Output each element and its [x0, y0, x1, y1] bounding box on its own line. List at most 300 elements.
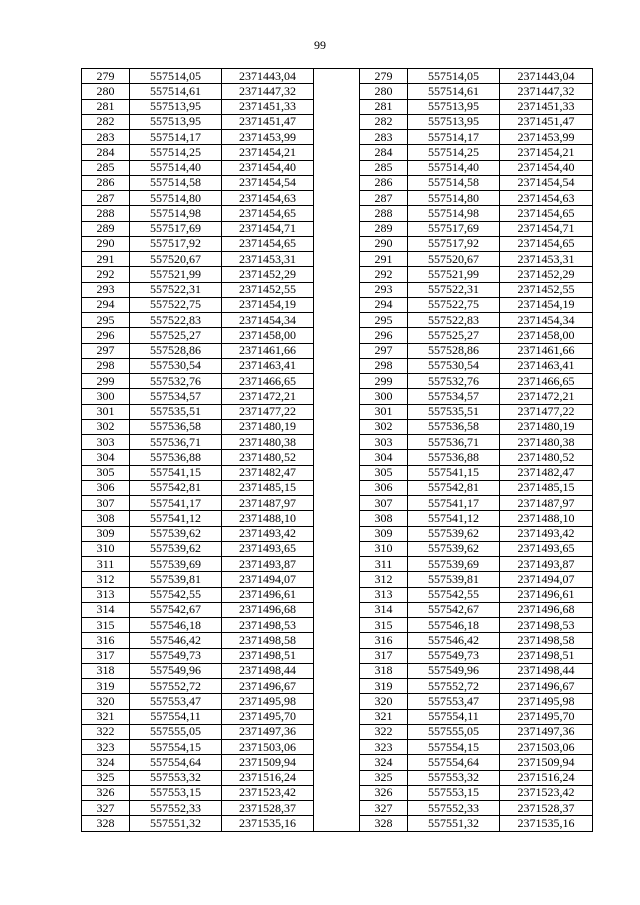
right-y-coordinate-cell: 2371496,67 [500, 679, 593, 694]
table-row [82, 160, 593, 175]
right-x-coordinate-cell: 557532,76 [408, 374, 500, 389]
left-x-coordinate-cell: 557536,71 [130, 435, 222, 450]
left-y-coordinate-cell: 2371496,61 [222, 587, 314, 602]
right-x-coordinate-cell: 557552,72 [408, 679, 500, 694]
right-y-coordinate-cell: 2371454,40 [500, 160, 593, 175]
table-row [82, 175, 593, 190]
left-y-coordinate-cell: 2371453,99 [222, 130, 314, 145]
right-x-coordinate-cell: 557521,99 [408, 267, 500, 282]
column-gap [314, 374, 360, 389]
right-x-coordinate-cell: 557522,83 [408, 313, 500, 328]
table-row [82, 343, 593, 358]
coordinates-table [81, 68, 593, 832]
right-point-number-cell: 300 [360, 389, 408, 404]
left-y-coordinate-cell: 2371493,87 [222, 557, 314, 572]
left-x-coordinate-cell: 557546,18 [130, 618, 222, 633]
right-y-coordinate-cell: 2371535,16 [500, 816, 593, 831]
right-y-coordinate-cell: 2371498,58 [500, 633, 593, 648]
left-point-number-cell: 301 [82, 404, 130, 419]
left-point-number-cell: 322 [82, 724, 130, 739]
right-point-number-cell: 318 [360, 663, 408, 678]
table-row [82, 541, 593, 556]
left-x-coordinate-cell: 557517,69 [130, 221, 222, 236]
table-row [82, 297, 593, 312]
left-y-coordinate-cell: 2371496,67 [222, 679, 314, 694]
left-y-coordinate-cell: 2371451,33 [222, 99, 314, 114]
right-x-coordinate-cell: 557554,64 [408, 755, 500, 770]
left-y-coordinate-cell: 2371495,98 [222, 694, 314, 709]
table-row [82, 114, 593, 129]
left-y-coordinate-cell: 2371461,66 [222, 343, 314, 358]
right-point-number-cell: 322 [360, 724, 408, 739]
right-point-number-cell: 326 [360, 785, 408, 800]
table-row [82, 236, 593, 251]
right-point-number-cell: 280 [360, 84, 408, 99]
right-x-coordinate-cell: 557514,25 [408, 145, 500, 160]
left-y-coordinate-cell: 2371480,38 [222, 435, 314, 450]
right-y-coordinate-cell: 2371477,22 [500, 404, 593, 419]
right-point-number-cell: 323 [360, 740, 408, 755]
left-x-coordinate-cell: 557530,54 [130, 358, 222, 373]
column-gap [314, 236, 360, 251]
table-row [82, 740, 593, 755]
column-gap [314, 770, 360, 785]
right-x-coordinate-cell: 557535,51 [408, 404, 500, 419]
left-y-coordinate-cell: 2371488,10 [222, 511, 314, 526]
left-y-coordinate-cell: 2371496,68 [222, 602, 314, 617]
left-y-coordinate-cell: 2371493,65 [222, 541, 314, 556]
right-x-coordinate-cell: 557554,11 [408, 709, 500, 724]
right-point-number-cell: 284 [360, 145, 408, 160]
right-point-number-cell: 316 [360, 633, 408, 648]
right-y-coordinate-cell: 2371494,07 [500, 572, 593, 587]
left-y-coordinate-cell: 2371498,44 [222, 663, 314, 678]
column-gap [314, 755, 360, 770]
left-y-coordinate-cell: 2371528,37 [222, 801, 314, 816]
left-y-coordinate-cell: 2371454,63 [222, 191, 314, 206]
left-x-coordinate-cell: 557539,69 [130, 557, 222, 572]
coordinates-table-body [82, 69, 593, 832]
column-gap [314, 816, 360, 831]
left-x-coordinate-cell: 557525,27 [130, 328, 222, 343]
right-point-number-cell: 314 [360, 602, 408, 617]
right-point-number-cell: 313 [360, 587, 408, 602]
right-x-coordinate-cell: 557549,96 [408, 663, 500, 678]
column-gap [314, 84, 360, 99]
column-gap [314, 297, 360, 312]
right-y-coordinate-cell: 2371487,97 [500, 496, 593, 511]
right-point-number-cell: 283 [360, 130, 408, 145]
right-x-coordinate-cell: 557539,62 [408, 526, 500, 541]
table-row [82, 648, 593, 663]
left-x-coordinate-cell: 557552,33 [130, 801, 222, 816]
table-row [82, 435, 593, 450]
right-y-coordinate-cell: 2371498,51 [500, 648, 593, 663]
right-x-coordinate-cell: 557514,40 [408, 160, 500, 175]
left-y-coordinate-cell: 2371523,42 [222, 785, 314, 800]
left-point-number-cell: 320 [82, 694, 130, 709]
right-point-number-cell: 317 [360, 648, 408, 663]
column-gap [314, 801, 360, 816]
table-row [82, 587, 593, 602]
table-row [82, 191, 593, 206]
left-point-number-cell: 284 [82, 145, 130, 160]
left-x-coordinate-cell: 557521,99 [130, 267, 222, 282]
left-point-number-cell: 281 [82, 99, 130, 114]
left-x-coordinate-cell: 557539,81 [130, 572, 222, 587]
right-x-coordinate-cell: 557513,95 [408, 114, 500, 129]
right-y-coordinate-cell: 2371466,65 [500, 374, 593, 389]
left-x-coordinate-cell: 557517,92 [130, 236, 222, 251]
table-row [82, 679, 593, 694]
left-point-number-cell: 285 [82, 160, 130, 175]
table-row [82, 785, 593, 800]
right-point-number-cell: 308 [360, 511, 408, 526]
right-y-coordinate-cell: 2371480,19 [500, 419, 593, 434]
right-x-coordinate-cell: 557542,81 [408, 480, 500, 495]
table-row [82, 206, 593, 221]
column-gap [314, 313, 360, 328]
left-y-coordinate-cell: 2371509,94 [222, 755, 314, 770]
right-point-number-cell: 296 [360, 328, 408, 343]
left-point-number-cell: 280 [82, 84, 130, 99]
column-gap [314, 663, 360, 678]
right-x-coordinate-cell: 557546,42 [408, 633, 500, 648]
left-point-number-cell: 299 [82, 374, 130, 389]
column-gap [314, 145, 360, 160]
table-row [82, 130, 593, 145]
left-point-number-cell: 311 [82, 557, 130, 572]
left-y-coordinate-cell: 2371482,47 [222, 465, 314, 480]
left-y-coordinate-cell: 2371452,29 [222, 267, 314, 282]
table-row [82, 69, 593, 84]
right-y-coordinate-cell: 2371451,33 [500, 99, 593, 114]
right-y-coordinate-cell: 2371452,29 [500, 267, 593, 282]
right-x-coordinate-cell: 557514,58 [408, 175, 500, 190]
left-x-coordinate-cell: 557514,80 [130, 191, 222, 206]
left-y-coordinate-cell: 2371453,31 [222, 252, 314, 267]
right-x-coordinate-cell: 557549,73 [408, 648, 500, 663]
left-y-coordinate-cell: 2371454,21 [222, 145, 314, 160]
right-x-coordinate-cell: 557546,18 [408, 618, 500, 633]
right-x-coordinate-cell: 557551,32 [408, 816, 500, 831]
column-gap [314, 724, 360, 739]
right-point-number-cell: 311 [360, 557, 408, 572]
left-x-coordinate-cell: 557514,98 [130, 206, 222, 221]
right-x-coordinate-cell: 557513,95 [408, 99, 500, 114]
table-row [82, 465, 593, 480]
left-y-coordinate-cell: 2371480,19 [222, 419, 314, 434]
table-row [82, 84, 593, 99]
left-x-coordinate-cell: 557541,12 [130, 511, 222, 526]
table-row [82, 267, 593, 282]
left-point-number-cell: 318 [82, 663, 130, 678]
left-x-coordinate-cell: 557514,17 [130, 130, 222, 145]
right-point-number-cell: 304 [360, 450, 408, 465]
right-x-coordinate-cell: 557536,88 [408, 450, 500, 465]
right-point-number-cell: 301 [360, 404, 408, 419]
left-x-coordinate-cell: 557513,95 [130, 99, 222, 114]
right-y-coordinate-cell: 2371443,04 [500, 69, 593, 84]
right-y-coordinate-cell: 2371495,70 [500, 709, 593, 724]
right-y-coordinate-cell: 2371451,47 [500, 114, 593, 129]
column-gap [314, 694, 360, 709]
right-point-number-cell: 303 [360, 435, 408, 450]
left-y-coordinate-cell: 2371454,40 [222, 160, 314, 175]
right-y-coordinate-cell: 2371454,34 [500, 313, 593, 328]
left-x-coordinate-cell: 557514,05 [130, 69, 222, 84]
left-point-number-cell: 327 [82, 801, 130, 816]
right-y-coordinate-cell: 2371509,94 [500, 755, 593, 770]
right-point-number-cell: 299 [360, 374, 408, 389]
column-gap [314, 358, 360, 373]
left-y-coordinate-cell: 2371494,07 [222, 572, 314, 587]
right-y-coordinate-cell: 2371453,99 [500, 130, 593, 145]
left-point-number-cell: 314 [82, 602, 130, 617]
table-row [82, 694, 593, 709]
table-row [82, 145, 593, 160]
left-point-number-cell: 291 [82, 252, 130, 267]
left-y-coordinate-cell: 2371487,97 [222, 496, 314, 511]
right-point-number-cell: 287 [360, 191, 408, 206]
left-point-number-cell: 319 [82, 679, 130, 694]
right-y-coordinate-cell: 2371461,66 [500, 343, 593, 358]
right-y-coordinate-cell: 2371458,00 [500, 328, 593, 343]
left-x-coordinate-cell: 557541,17 [130, 496, 222, 511]
right-y-coordinate-cell: 2371488,10 [500, 511, 593, 526]
left-x-coordinate-cell: 557554,64 [130, 755, 222, 770]
table-row [82, 801, 593, 816]
right-point-number-cell: 286 [360, 175, 408, 190]
right-y-coordinate-cell: 2371463,41 [500, 358, 593, 373]
right-point-number-cell: 312 [360, 572, 408, 587]
right-point-number-cell: 307 [360, 496, 408, 511]
left-point-number-cell: 313 [82, 587, 130, 602]
table-row [82, 419, 593, 434]
left-x-coordinate-cell: 557553,32 [130, 770, 222, 785]
left-point-number-cell: 294 [82, 297, 130, 312]
column-gap [314, 282, 360, 297]
left-y-coordinate-cell: 2371454,65 [222, 236, 314, 251]
right-x-coordinate-cell: 557528,86 [408, 343, 500, 358]
right-x-coordinate-cell: 557522,75 [408, 297, 500, 312]
right-x-coordinate-cell: 557539,62 [408, 541, 500, 556]
table-row [82, 389, 593, 404]
right-point-number-cell: 327 [360, 801, 408, 816]
left-x-coordinate-cell: 557542,67 [130, 602, 222, 617]
left-y-coordinate-cell: 2371454,65 [222, 206, 314, 221]
column-gap [314, 541, 360, 556]
column-gap [314, 130, 360, 145]
left-x-coordinate-cell: 557555,05 [130, 724, 222, 739]
table-row [82, 282, 593, 297]
left-point-number-cell: 328 [82, 816, 130, 831]
right-y-coordinate-cell: 2371453,31 [500, 252, 593, 267]
right-x-coordinate-cell: 557542,67 [408, 602, 500, 617]
table-row [82, 99, 593, 114]
table-row [82, 557, 593, 572]
left-y-coordinate-cell: 2371498,53 [222, 618, 314, 633]
left-x-coordinate-cell: 557539,62 [130, 541, 222, 556]
left-x-coordinate-cell: 557549,96 [130, 663, 222, 678]
right-point-number-cell: 293 [360, 282, 408, 297]
left-point-number-cell: 326 [82, 785, 130, 800]
left-point-number-cell: 279 [82, 69, 130, 84]
right-y-coordinate-cell: 2371498,44 [500, 663, 593, 678]
left-y-coordinate-cell: 2371451,47 [222, 114, 314, 129]
right-point-number-cell: 305 [360, 465, 408, 480]
column-gap [314, 69, 360, 84]
column-gap [314, 633, 360, 648]
table-row [82, 328, 593, 343]
right-y-coordinate-cell: 2371454,63 [500, 191, 593, 206]
left-x-coordinate-cell: 557539,62 [130, 526, 222, 541]
left-point-number-cell: 296 [82, 328, 130, 343]
right-point-number-cell: 328 [360, 816, 408, 831]
right-x-coordinate-cell: 557541,12 [408, 511, 500, 526]
right-point-number-cell: 294 [360, 297, 408, 312]
right-x-coordinate-cell: 557514,80 [408, 191, 500, 206]
right-x-coordinate-cell: 557553,47 [408, 694, 500, 709]
right-point-number-cell: 282 [360, 114, 408, 129]
left-y-coordinate-cell: 2371443,04 [222, 69, 314, 84]
left-point-number-cell: 323 [82, 740, 130, 755]
right-point-number-cell: 279 [360, 69, 408, 84]
left-y-coordinate-cell: 2371458,00 [222, 328, 314, 343]
column-gap [314, 557, 360, 572]
right-x-coordinate-cell: 557541,17 [408, 496, 500, 511]
left-x-coordinate-cell: 557549,73 [130, 648, 222, 663]
left-point-number-cell: 303 [82, 435, 130, 450]
column-gap [314, 404, 360, 419]
left-y-coordinate-cell: 2371454,19 [222, 297, 314, 312]
table-row [82, 404, 593, 419]
right-y-coordinate-cell: 2371498,53 [500, 618, 593, 633]
right-y-coordinate-cell: 2371496,68 [500, 602, 593, 617]
table-row [82, 618, 593, 633]
right-x-coordinate-cell: 557553,32 [408, 770, 500, 785]
right-x-coordinate-cell: 557539,81 [408, 572, 500, 587]
left-point-number-cell: 295 [82, 313, 130, 328]
column-gap [314, 740, 360, 755]
right-x-coordinate-cell: 557554,15 [408, 740, 500, 755]
column-gap [314, 602, 360, 617]
column-gap [314, 160, 360, 175]
left-point-number-cell: 297 [82, 343, 130, 358]
column-gap [314, 267, 360, 282]
right-x-coordinate-cell: 557522,31 [408, 282, 500, 297]
left-point-number-cell: 286 [82, 175, 130, 190]
left-x-coordinate-cell: 557553,15 [130, 785, 222, 800]
left-y-coordinate-cell: 2371516,24 [222, 770, 314, 785]
table-row [82, 663, 593, 678]
left-y-coordinate-cell: 2371463,41 [222, 358, 314, 373]
right-y-coordinate-cell: 2371482,47 [500, 465, 593, 480]
column-gap [314, 618, 360, 633]
right-x-coordinate-cell: 557542,55 [408, 587, 500, 602]
table-row [82, 450, 593, 465]
right-y-coordinate-cell: 2371454,65 [500, 236, 593, 251]
left-point-number-cell: 300 [82, 389, 130, 404]
column-gap [314, 328, 360, 343]
right-y-coordinate-cell: 2371503,06 [500, 740, 593, 755]
left-y-coordinate-cell: 2371503,06 [222, 740, 314, 755]
right-y-coordinate-cell: 2371495,98 [500, 694, 593, 709]
left-x-coordinate-cell: 557534,57 [130, 389, 222, 404]
right-point-number-cell: 325 [360, 770, 408, 785]
right-point-number-cell: 288 [360, 206, 408, 221]
left-x-coordinate-cell: 557528,86 [130, 343, 222, 358]
left-y-coordinate-cell: 2371454,34 [222, 313, 314, 328]
table-row [82, 526, 593, 541]
column-gap [314, 175, 360, 190]
right-x-coordinate-cell: 557553,15 [408, 785, 500, 800]
right-y-coordinate-cell: 2371497,36 [500, 724, 593, 739]
right-point-number-cell: 319 [360, 679, 408, 694]
table-row [82, 511, 593, 526]
left-point-number-cell: 312 [82, 572, 130, 587]
left-y-coordinate-cell: 2371454,71 [222, 221, 314, 236]
table-row [82, 313, 593, 328]
left-point-number-cell: 292 [82, 267, 130, 282]
left-y-coordinate-cell: 2371535,16 [222, 816, 314, 831]
left-x-coordinate-cell: 557552,72 [130, 679, 222, 694]
left-point-number-cell: 324 [82, 755, 130, 770]
right-point-number-cell: 320 [360, 694, 408, 709]
right-y-coordinate-cell: 2371472,21 [500, 389, 593, 404]
right-point-number-cell: 297 [360, 343, 408, 358]
left-x-coordinate-cell: 557536,58 [130, 419, 222, 434]
column-gap [314, 389, 360, 404]
table-row [82, 602, 593, 617]
right-y-coordinate-cell: 2371485,15 [500, 480, 593, 495]
left-x-coordinate-cell: 557542,55 [130, 587, 222, 602]
left-point-number-cell: 288 [82, 206, 130, 221]
column-gap [314, 785, 360, 800]
table-row [82, 633, 593, 648]
right-y-coordinate-cell: 2371454,21 [500, 145, 593, 160]
left-x-coordinate-cell: 557541,15 [130, 465, 222, 480]
right-point-number-cell: 302 [360, 419, 408, 434]
right-y-coordinate-cell: 2371493,87 [500, 557, 593, 572]
column-gap [314, 419, 360, 434]
table-row [82, 374, 593, 389]
left-x-coordinate-cell: 557514,61 [130, 84, 222, 99]
left-y-coordinate-cell: 2371498,58 [222, 633, 314, 648]
table-row [82, 770, 593, 785]
left-point-number-cell: 289 [82, 221, 130, 236]
right-y-coordinate-cell: 2371480,52 [500, 450, 593, 465]
left-y-coordinate-cell: 2371472,21 [222, 389, 314, 404]
left-point-number-cell: 325 [82, 770, 130, 785]
right-x-coordinate-cell: 557536,58 [408, 419, 500, 434]
column-gap [314, 99, 360, 114]
right-point-number-cell: 309 [360, 526, 408, 541]
column-gap [314, 648, 360, 663]
column-gap [314, 480, 360, 495]
right-x-coordinate-cell: 557514,61 [408, 84, 500, 99]
left-x-coordinate-cell: 557551,32 [130, 816, 222, 831]
right-x-coordinate-cell: 557539,69 [408, 557, 500, 572]
left-point-number-cell: 298 [82, 358, 130, 373]
right-x-coordinate-cell: 557514,17 [408, 130, 500, 145]
column-gap [314, 572, 360, 587]
right-x-coordinate-cell: 557536,71 [408, 435, 500, 450]
column-gap [314, 450, 360, 465]
right-x-coordinate-cell: 557517,92 [408, 236, 500, 251]
left-x-coordinate-cell: 557522,75 [130, 297, 222, 312]
right-y-coordinate-cell: 2371516,24 [500, 770, 593, 785]
